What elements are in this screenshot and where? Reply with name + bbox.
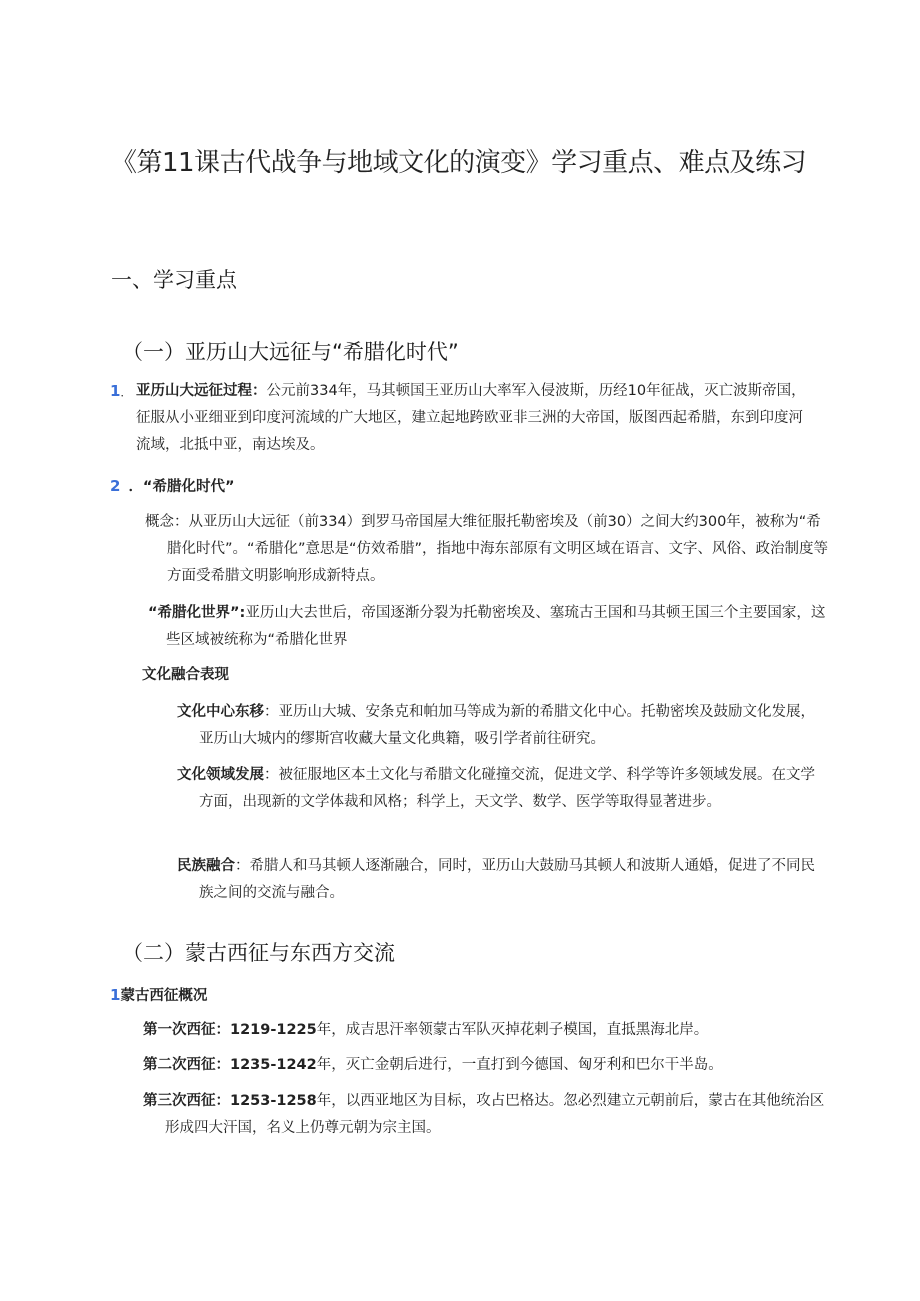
cultural-fusion-heading: 文化融合表现 xyxy=(142,667,229,683)
mongol-campaign-1: 第一次西征：1219-1225年，成吉思汗率领蒙古军队灭掉花剌子模国，直抵黑海北岸。 xyxy=(143,1022,709,1038)
concept-text: 从亚历山大远征（前334）到罗马帝国屋大维征服托勒密埃及（前30）之间大约300年，被称为“希腊化时代”。“希腊化”意思是“仿效希腊”，指地中海东部原有文明区域在语言、文字、风俗、政治制度等方面受希腊文明影响形成新特点。 xyxy=(167,514,829,584)
mongol-campaign-3: 第三次西征：1253-1258年，以西亚地区为目标，攻占巴格达。忽必烈建立元朝前后，蒙古在其他统治区形成四大汗国，名义上仍尊元朝为宗主国。 xyxy=(143,1093,825,1136)
subsection-heading-mongol: （二）蒙古西征与东西方交流 xyxy=(122,941,395,965)
fusion-item-center-shift: 文化中心东移：亚历山大城、安条克和帕加马等成为新的希腊文化中心。托勒密埃及鼓励文化发展，亚历山大城内的缪斯宫收藏大量文化典籍，吸引学者前往研究。 xyxy=(177,704,815,747)
section-heading-key-points: 一、学习重点 xyxy=(111,268,237,292)
world-text: 亚历山大去世后，帝国逐渐分裂为托勒密埃及、塞琉古王国和马其顿王国三个主要国家，这些区域被统称为“希腊化世界 xyxy=(166,605,826,648)
fusion-item-ethnic-fusion: 民族融合：希腊人和马其顿人逐渐融合，同时，亚历山大鼓励马其顿人和波斯人通婚，促进了不同民族之间的交流与融合。 xyxy=(177,858,815,901)
concept-label: 概念： xyxy=(145,514,189,530)
fusion-item-field-development: 文化领域发展：被征服地区本土文化与希腊文化碰撞交流，促进文学、科学等许多领域发展。在文学方面，出现新的文学体裁和风格；科学上，天文学、数学、医学等取得显著进步。 xyxy=(177,767,815,810)
mongol-item-heading: 1蒙古西征概况 xyxy=(110,986,208,1004)
world-label: “希腊化世界”: xyxy=(148,605,246,621)
item-2-heading: 2 ．“希腊化时代” xyxy=(110,477,235,495)
hellenistic-concept-paragraph xyxy=(145,509,832,590)
item-1-number: 1． xyxy=(110,382,132,400)
mongol-campaign-2: 第二次西征：1235-1242年，灭亡金朝后进行，一直打到今德国、匈牙利和巴尔干半岛。 xyxy=(143,1057,723,1073)
document-title: 《第11课古代战争与地域文化的演变》学习重点、难点及练习 xyxy=(111,148,807,178)
hellenistic-world-paragraph xyxy=(148,600,826,654)
subsection-heading-alexander: （一）亚历山大远征与“希腊化时代” xyxy=(122,340,459,364)
item-1-paragraph xyxy=(136,378,808,459)
item-1-text: 公元前334年，马其顿国王亚历山大率军入侵波斯，历经10年征战，灭亡波斯帝国，征服从小亚细亚到印度河流域的广大地区，建立起地跨欧亚非三洲的大帝国，版图西起希腊，东到印度河流域，北抵中亚，南达埃及。 xyxy=(136,383,806,453)
item-1-label: 亚历山大远征过程： xyxy=(136,383,267,399)
